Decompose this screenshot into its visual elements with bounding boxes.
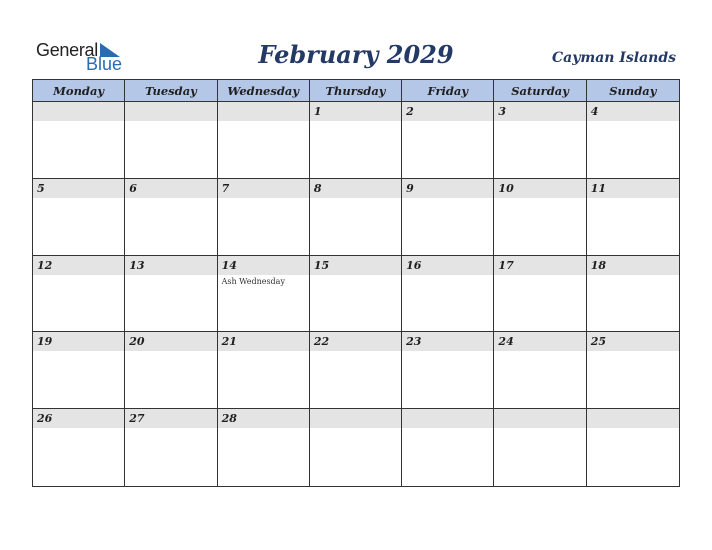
day-number-band	[125, 179, 216, 198]
day-cell[interactable]	[125, 332, 217, 409]
day-number: 15	[313, 258, 330, 272]
weekday-header: Wednesday	[218, 80, 310, 102]
day-number-band	[402, 102, 493, 121]
day-number: 26	[37, 412, 53, 426]
day-number-band	[33, 102, 124, 121]
day-number-band	[402, 409, 493, 428]
day-cell[interactable]	[218, 102, 310, 179]
day-number-band	[494, 102, 585, 121]
day-number-band	[310, 409, 401, 428]
day-number-band	[125, 102, 216, 121]
weekday-header: Sunday	[587, 80, 679, 102]
day-cell[interactable]	[310, 179, 402, 256]
day-number: 27	[129, 412, 145, 426]
day-number: 8	[313, 181, 322, 195]
page-title: February 2029	[258, 40, 454, 69]
day-cell[interactable]	[494, 102, 586, 179]
day-cell[interactable]	[218, 409, 310, 486]
weekday-header: Friday	[402, 80, 494, 102]
weekday-header: Thursday	[310, 80, 402, 102]
day-cell[interactable]	[33, 409, 125, 486]
calendar-grid	[32, 79, 680, 487]
day-cell[interactable]	[494, 179, 586, 256]
day-cell[interactable]	[33, 256, 125, 333]
day-cell[interactable]	[310, 409, 402, 486]
day-cell[interactable]	[218, 179, 310, 256]
day-cell[interactable]	[494, 256, 586, 333]
day-cell[interactable]	[218, 332, 310, 409]
weekday-header: Saturday	[494, 80, 586, 102]
day-number-band	[310, 102, 401, 121]
day-number: 10	[498, 181, 514, 195]
day-number: 21	[221, 335, 237, 349]
day-number: 5	[37, 181, 45, 195]
day-number: 18	[590, 258, 607, 272]
day-cell[interactable]	[402, 256, 494, 333]
day-cell[interactable]	[125, 409, 217, 486]
day-cell[interactable]	[33, 102, 125, 179]
day-number: 25	[590, 335, 607, 349]
day-number-band	[33, 179, 124, 198]
day-number: 4	[590, 105, 599, 118]
day-cell[interactable]	[494, 409, 586, 486]
day-number: 19	[37, 335, 53, 349]
day-cell[interactable]	[587, 179, 679, 256]
day-number-band	[587, 102, 679, 121]
region-label: Cayman Islands	[552, 50, 676, 66]
day-number: 20	[129, 335, 145, 349]
day-cell[interactable]	[310, 256, 402, 333]
day-number: 1	[313, 105, 322, 118]
day-number: 13	[129, 258, 145, 272]
day-cell[interactable]	[402, 102, 494, 179]
day-number-band	[402, 179, 493, 198]
logo-blue-text: Blue	[86, 54, 123, 74]
day-number-band	[310, 179, 401, 198]
day-number: 23	[406, 335, 422, 349]
day-number: 9	[406, 181, 414, 195]
day-cell[interactable]	[402, 332, 494, 409]
day-cell[interactable]	[402, 179, 494, 256]
logo-general-text: General	[36, 40, 98, 60]
day-cell[interactable]	[310, 102, 402, 179]
day-cell[interactable]	[587, 256, 679, 333]
day-cell[interactable]	[587, 332, 679, 409]
day-cell[interactable]	[402, 409, 494, 486]
day-number-band	[494, 409, 585, 428]
holiday-label: Ash Wednesday	[221, 276, 285, 286]
day-cell[interactable]	[494, 332, 586, 409]
weekday-header: Tuesday	[125, 80, 217, 102]
day-number-band	[587, 409, 679, 428]
day-number-band	[218, 179, 309, 198]
day-cell[interactable]	[218, 256, 310, 333]
day-number: 17	[498, 258, 514, 272]
day-number: 7	[221, 181, 230, 195]
day-number: 22	[313, 335, 330, 349]
day-cell[interactable]	[587, 409, 679, 486]
day-number: 14	[221, 258, 237, 272]
day-cell[interactable]	[33, 332, 125, 409]
day-cell[interactable]	[33, 179, 125, 256]
day-number: 3	[498, 105, 507, 118]
day-cell[interactable]	[587, 102, 679, 179]
day-number: 28	[221, 412, 237, 426]
day-number: 2	[406, 105, 414, 118]
day-cell[interactable]	[310, 332, 402, 409]
day-number: 12	[37, 258, 53, 272]
day-number: 16	[406, 258, 422, 272]
day-cell[interactable]	[125, 179, 217, 256]
day-number: 11	[590, 181, 607, 195]
day-cell[interactable]	[125, 102, 217, 179]
day-number: 6	[129, 181, 137, 195]
day-number: 24	[498, 335, 514, 349]
day-cell[interactable]	[125, 256, 217, 333]
day-number-band	[218, 102, 309, 121]
weekday-header: Monday	[33, 80, 125, 102]
